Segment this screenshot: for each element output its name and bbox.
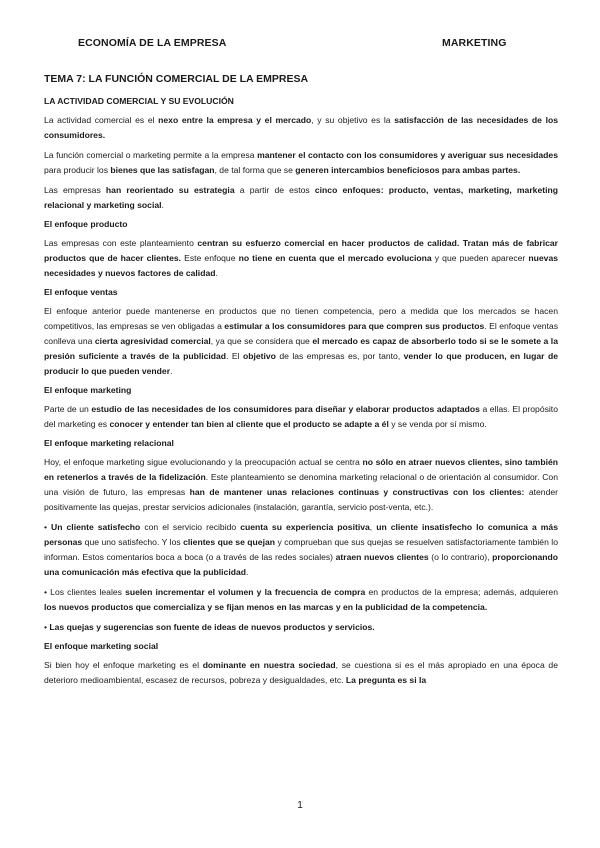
section-heading: El enfoque producto [44,219,128,229]
paragraph [44,455,558,515]
text-run: a partir de estos [234,185,315,195]
text-run: para producir los [44,165,111,175]
text-run: , se cuestiona si es el más apropiado en una época de deterioro medioambiental, escasez de recursos, pobreza y desigualdades, etc. [44,660,558,685]
document-title: TEMA 7: LA FUNCIÓN COMERCIAL DE LA EMPRESA [44,73,309,85]
text-run: y que pueden aparecer [431,253,529,263]
paragraph [44,113,558,143]
text-run: . [161,200,164,210]
paragraph [44,658,558,688]
text-run: . El [226,351,243,361]
paragraph [44,585,558,615]
text-run: de las empresas es, por tanto, [275,351,404,361]
text-run: . [215,268,218,278]
bold-text: nuevas necesidades y nuevos factores de calidad [44,253,559,278]
section-heading: LA ACTIVIDAD COMERCIAL Y SU EVOLUCIÓN [44,96,234,106]
text-run: • Los clientes leales [44,587,126,597]
bold-text: dominante en nuestra sociedad [202,660,336,670]
section-heading: El enfoque marketing relacional [44,438,174,448]
bold-text: bienes que las satisfagan [110,165,215,175]
text-run: , de tal forma que se [214,165,296,175]
paragraph [44,236,558,281]
bold-text: suelen incrementar el volumen y la frecuencia de compra [125,587,366,597]
bold-text: Un cliente satisfecho [51,522,141,532]
text-run: (o lo contrario), [428,552,493,562]
bold-text: centran su esfuerzo comercial en hacer productos de calidad. Tratan más de fabricar productos que de hacer clientes. [44,238,558,263]
text-run: El enfoque anterior puede mantenerse en productos que no tienen competencia, pero a medida que los mercados se hacen competitivos, las empresas se ven obligadas a [44,306,558,331]
text-run: , [369,522,377,532]
bold-text: vender lo que producen, en lugar de producir lo que pueden vender [44,351,558,376]
text-run: . [170,366,173,376]
text-run: , y su objetivo es la [311,115,395,125]
bold-text: nexo entre la empresa y el mercado [158,115,312,125]
section-heading: El enfoque marketing social [44,641,159,651]
paragraph [44,402,558,432]
text-run: a ellas. El propósito del marketing es [44,404,558,429]
text-run: que uno satisfecho. Y los [82,537,184,547]
text-run: y comprueban que sus quejas se resuelven satisfactoriamente también lo informan. Estos comentarios boca a boca (o a través de las redes sociales) [44,537,558,562]
bold-text: mantener el contacto con los consumidores y averiguar sus necesidades [257,150,558,160]
bold-text: satisfacción de las necesidades de los consumidores. [44,115,559,140]
content-blocks [44,95,558,688]
header-subject: ECONOMÍA DE LA EMPRESA [78,37,227,49]
text-run: • [44,622,50,632]
text-run: Este enfoque [181,253,239,263]
text-run: La actividad comercial es el [44,115,159,125]
text-run: y se venda por sí mismo. [388,419,487,429]
text-run: . El enfoque ventas conlleva una [44,321,558,346]
bold-text: estimular a los consumidores para que compren sus productos [224,321,485,331]
text-run: con el servicio recibido [140,522,241,532]
text-run: en productos de la empresa; además, adquieren [365,587,558,597]
bold-text: el mercado es capaz de absorberlo todo si se le somete a la presión suficiente a través de la publicidad [44,336,558,361]
bold-text: clientes que se quejan [183,537,276,547]
bold-text: han reorientado su estrategia [105,185,235,195]
paragraph [44,304,558,379]
paragraph [44,520,558,580]
text-run: , ya que se considera que [210,336,313,346]
bold-text: Las quejas y sugerencias son fuente de ideas de nuevos productos y servicios. [49,622,375,632]
section-heading: El enfoque marketing [44,385,132,395]
bold-text: proporcionando una comunicación más efectiva que la publicidad [44,552,558,577]
bold-text: los nuevos productos que comercializa y se fijan menos en las marcas y en la publicidad de la competencia. [44,602,488,612]
bold-text: objetivo [242,351,276,361]
bold-text: estudio de las necesidades de los consumidores para diseñar y elaborar productos adaptados [91,404,480,414]
text-run: • [44,522,52,532]
text-run: atender positivamente las quejas, prestar servicios adicionales (instalación, garantía, servicio post-venta, etc.). [44,487,558,512]
text-run: La función comercial o marketing permite a la empresa [44,150,258,160]
text-run: Las empresas [44,185,106,195]
paragraph [44,620,558,635]
bold-text: han de mantener unas relaciones continuas y constructivas con los clientes: [189,487,525,497]
text-run: Las empresas con este planteamiento [44,238,198,248]
bold-text: cuenta su experiencia positiva [240,522,370,532]
page-number: 1 [297,800,303,811]
bold-text: no sólo en atraer nuevos clientes, sino también en retenerlos a través de la fidelización [44,457,558,482]
text-run: . Este planteamiento se denomina marketing relacional o de orientación al consumidor. Con una visión de futuro, las empresas [44,472,558,497]
bold-text: generen intercambios beneficiosos para ambas partes. [295,165,521,175]
bold-text: cinco enfoques: producto, ventas, marketing, marketing relacional y marketing social [44,185,558,210]
bold-text: un cliente insatisfecho lo comunica a más personas [44,522,558,547]
header-topic: MARKETING [442,37,507,49]
bold-text: conocer y entender tan bien al cliente que el producto se adapte a él [109,419,389,429]
section-heading: El enfoque ventas [44,287,118,297]
text-run: Parte de un [44,404,92,414]
text-run: . [246,567,249,577]
bold-text: atraen nuevos clientes [335,552,429,562]
paragraph [44,183,558,213]
bold-text: no tiene en cuenta que el mercado evoluciona [238,253,432,263]
text-run: Si bien hoy el enfoque marketing es el [44,660,203,670]
bold-text: cierta agresividad comercial [94,336,211,346]
document-body [44,72,558,693]
bold-text: La pregunta es si la [345,675,427,685]
text-run: Hoy, el enfoque marketing sigue evolucionando y la preocupación actual se centra [44,457,363,467]
paragraph [44,148,558,178]
